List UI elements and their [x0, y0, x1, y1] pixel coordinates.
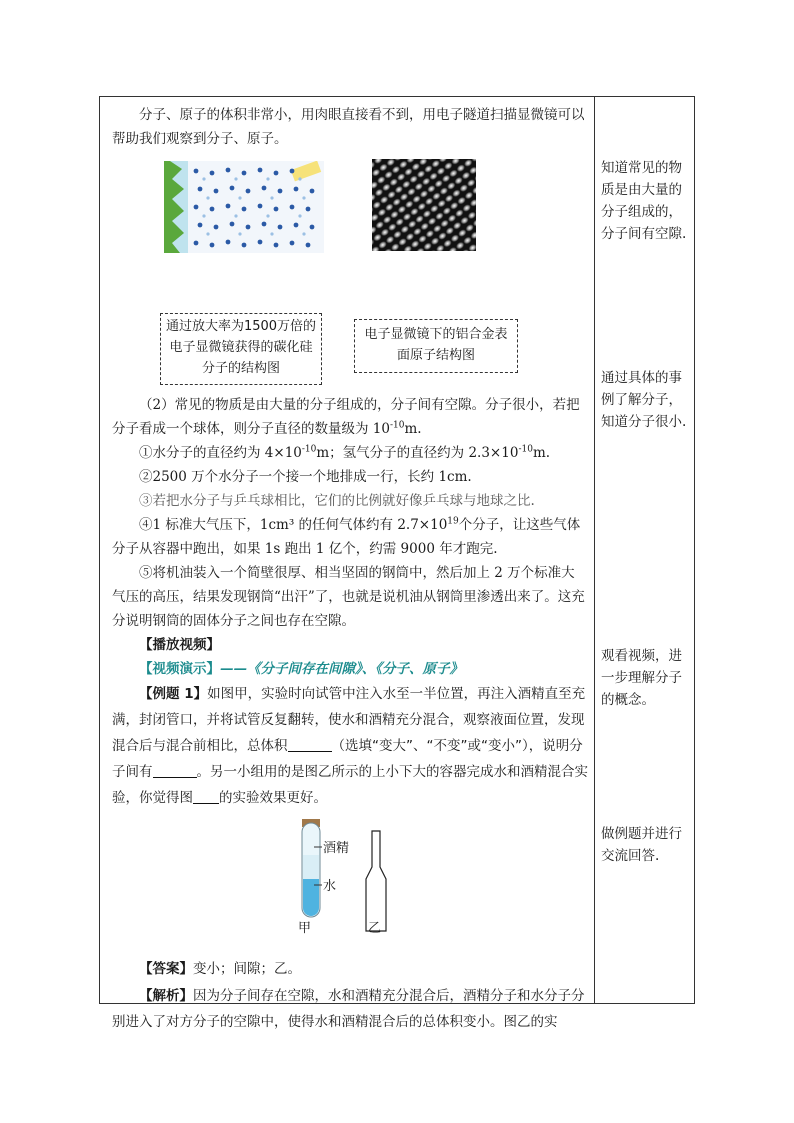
- lesson-table: [99, 96, 695, 1030]
- fact-item-1: ①水分子的直径约为 $4\times 10^{-10}m$；氢气分子的直径约为 $2.3\times 10^{-10}m$.: [139, 444, 551, 461]
- fact-item-5: ⑤将机油装入一个简壁很厚、相当坚固的钢筒中，然后加上 2 万个标准大气压的高压，结果发现钢筒“出汗”了，也就是说机油从钢筒里渗透出来了。这充分说明钢筒的固体分子之间也存在空隙。: [112, 565, 585, 629]
- fact-item-2: ②2500 万个水分子一个接一个地排成一行，长约 1cm.: [139, 469, 472, 485]
- analysis-paragraph: 【解析】因为分子间存在空隙，水和酒精充分混合后，酒精分子和水分子分别进入了对方分子的空隙中，使得水和酒精混合后的总体积变小。图乙的实: [112, 988, 585, 1030]
- side-note-4: 做例题并进行交流回答.: [601, 826, 682, 864]
- right-image-caption: 电子显微镜下的铝合金表面原子结构图: [354, 319, 518, 373]
- silicon-carbide-structure-image: [164, 161, 324, 253]
- label-water: 水: [323, 879, 337, 894]
- column-divider: [594, 97, 595, 1003]
- aluminum-alloy-surface-image: [372, 159, 476, 251]
- content-column: [112, 103, 588, 1035]
- experiment-figure: [112, 813, 588, 955]
- answer-blank-3[interactable]: [193, 789, 219, 804]
- answer-blank-1[interactable]: [288, 737, 332, 752]
- image-row: [112, 151, 588, 376]
- label-jia: 甲: [298, 921, 312, 936]
- side-note-3: 观看视频，进一步理解分子的概念。: [601, 648, 682, 708]
- example-question: 【例题 1】如图甲，实验时向试管中注入水至一半位置，再注入酒精直至充满，封闭管口，并将试管反复翻转，使水和酒精充分混合，观察液面位置，发现混合后与混合前相比，总体积 （选填“变大”、“不变”或“变小”），说明分子间有 。另一小组用的是图乙所示的上小下大的容器完成水和酒精混合实验，你觉得图 的实验效果更好。: [112, 686, 588, 806]
- fact-item-4: ④1 标准大气压下，1cm³ 的任何气体约有 $2.7\times 10^{19}$个分子，让这些气体分子从容器中跑出，如果 1s 跑出 1 亿个，约需 9000 年才跑完.: [112, 516, 581, 557]
- video-demo: 【视频演示】——《分子间存在间隙》、《分子、原子》: [139, 661, 463, 677]
- left-image-caption: 通过放大率为1500万倍的电子显微镜获得的碳化硅分子的结构图: [160, 313, 322, 385]
- video-heading: 【播放视频】: [139, 637, 220, 653]
- intro-paragraph: 分子、原子的体积非常小，用肉眼直接看不到，用电子隧道扫描显微镜可以帮助我们观察到分子、原子。: [112, 107, 585, 147]
- side-note-1: 知道常见的物质是由大量的分子组成的，分子间有空隙.: [601, 160, 687, 242]
- answer-line: 【答案】变小；间隙；乙。: [139, 961, 301, 977]
- section2-intro: （2）常见的物质是由大量的分子组成的，分子间有空隙。分子很小，若把分子看成一个球体，则分子直径的数量级为 $10^{-10}m$.: [112, 397, 580, 437]
- label-alcohol: 酒精: [323, 841, 350, 856]
- label-yi: 乙: [368, 921, 382, 936]
- fact-item-3: ③若把水分子与乒乓球相比，它们的比例就好像乒乓球与地球之比.: [139, 493, 535, 509]
- side-note-2: 通过具体的事例了解分子，知道分子很小.: [601, 370, 687, 430]
- answer-blank-2[interactable]: [153, 763, 197, 778]
